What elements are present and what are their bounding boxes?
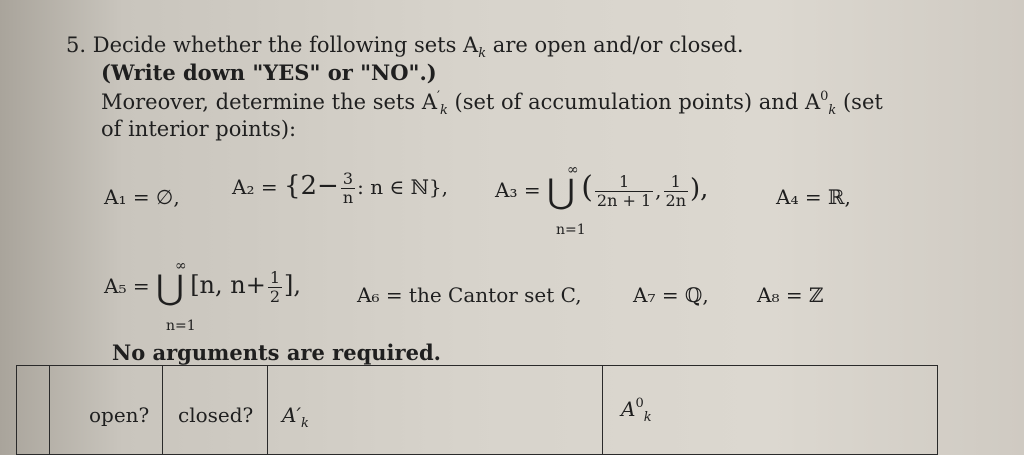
- prime-mark: ′: [437, 89, 440, 104]
- set-a6: A₆ = the Cantor set C,: [357, 283, 582, 307]
- a3-upper-limit: ∞: [567, 162, 579, 178]
- table-divider-4: [602, 366, 603, 454]
- set-a7: A₇ = ℚ,: [633, 283, 709, 307]
- subscript-k: k: [439, 103, 448, 118]
- a3-fraction-1: [595, 173, 653, 210]
- a3-lhs: A₃ =: [495, 178, 541, 202]
- subscript-k: k: [478, 46, 487, 61]
- accum-symbol: A′: [282, 403, 301, 427]
- a2-rest: : n ∈ ℕ},: [357, 175, 448, 199]
- subscript-k: k: [828, 103, 837, 118]
- union-symbol: ⋃: [155, 268, 184, 308]
- header-interior: [621, 396, 652, 425]
- problem-text-3a: Moreover, determine the sets A: [101, 90, 437, 114]
- a3-comma: ,: [655, 178, 662, 202]
- superscript-0: 0: [635, 396, 644, 411]
- superscript-0: 0: [820, 89, 829, 104]
- header-open: open?: [89, 403, 150, 427]
- a5-num: 1: [269, 268, 281, 287]
- subscript-k: k: [300, 416, 309, 431]
- a5-open: [n, n+: [190, 271, 266, 299]
- problem-line-2: (Write down "YES" or "NO".): [101, 60, 437, 85]
- set-a2: [232, 170, 448, 207]
- a3-den2: 2n: [665, 191, 686, 210]
- a3-lower-limit: n=1: [556, 222, 586, 238]
- a5-fraction: [268, 269, 282, 306]
- table-divider-1: [49, 366, 50, 454]
- a2-open: {2−: [283, 171, 339, 201]
- a5-den: 2: [269, 287, 281, 306]
- problem-number: 5.: [66, 33, 87, 57]
- answer-table: [16, 365, 938, 455]
- a3-num1: 1: [595, 173, 653, 192]
- subscript-k: k: [643, 410, 652, 425]
- a3-num2: 1: [664, 173, 688, 192]
- problem-line-1: [66, 33, 744, 61]
- a2-fraction: [341, 170, 355, 207]
- header-closed: closed?: [178, 403, 254, 427]
- problem-text-3c: (set: [842, 90, 883, 114]
- a2-den: n: [342, 188, 354, 207]
- a2-num: 3: [341, 170, 355, 189]
- a5-lower-limit: n=1: [166, 318, 196, 334]
- problem-line-4: of interior points):: [101, 117, 297, 141]
- header-accumulation: [282, 403, 309, 431]
- union-symbol: ⋃: [546, 172, 575, 212]
- problem-text-1-end: are open and/or closed.: [492, 33, 744, 57]
- set-a3: [495, 170, 708, 212]
- table-divider-3: [267, 366, 268, 454]
- note-no-arguments: No arguments are required.: [112, 340, 441, 365]
- a5-lhs: A₅ =: [104, 274, 150, 298]
- a2-lhs: A₂ =: [232, 175, 278, 199]
- problem-text-3b: (set of accumulation points) and A: [454, 90, 821, 114]
- a3-open: (: [581, 170, 593, 205]
- a5-upper-limit: ∞: [175, 258, 187, 274]
- set-a8: A₈ = ℤ: [757, 283, 824, 307]
- set-a5: [104, 268, 301, 308]
- set-a4: A₄ = ℝ,: [776, 185, 851, 209]
- table-divider-2: [162, 366, 163, 454]
- problem-line-3: [101, 89, 883, 118]
- a5-close: ],: [284, 271, 302, 299]
- a3-fraction-2: [664, 173, 688, 210]
- a3-close: ),: [690, 174, 709, 204]
- interior-symbol: A: [621, 397, 636, 421]
- a3-den1: 2n + 1: [596, 191, 652, 210]
- set-a1: A₁ = ∅,: [104, 185, 180, 209]
- problem-text-1: Decide whether the following sets A: [92, 33, 479, 57]
